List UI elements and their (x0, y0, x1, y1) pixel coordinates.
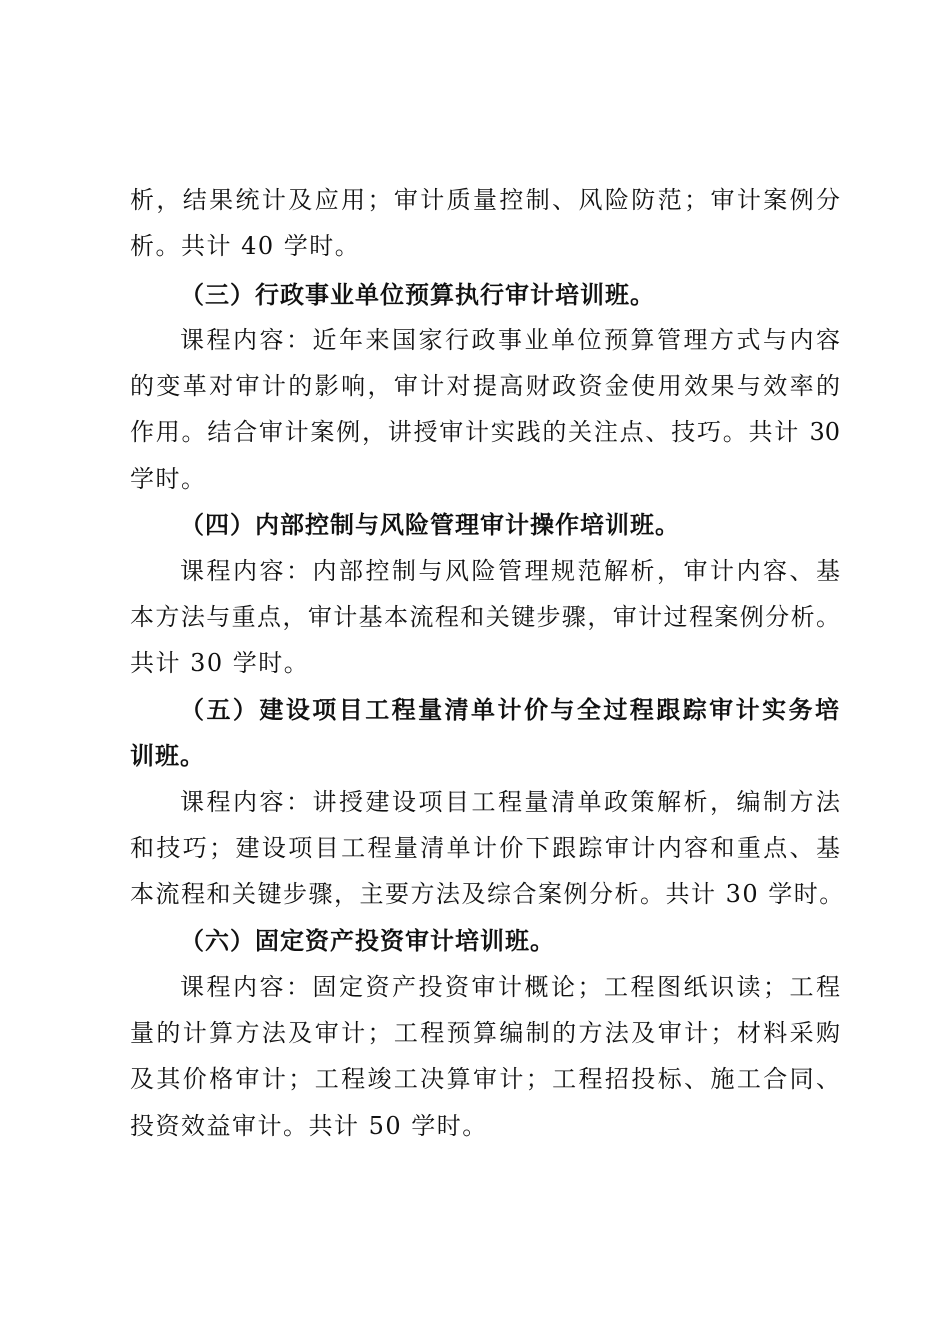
paragraph-line: 析。共计 40 学时。 (130, 232, 361, 260)
paragraph-line: 析，结果统计及应用；审计质量控制、风险防范；审计案例分 (130, 186, 840, 214)
section-heading-4: （四）内部控制与风险管理审计操作培训班。 (180, 511, 680, 539)
paragraph-line: 课程内容：固定资产投资审计概论；工程图纸识读；工程 (180, 973, 840, 1001)
paragraph-line: 共计 30 学时。 (130, 649, 310, 677)
paragraph-line: 课程内容：内部控制与风险管理规范解析，审计内容、基 (180, 557, 840, 585)
paragraph-line: 学时。 (130, 465, 207, 493)
paragraph-line: 和技巧；建设项目工程量清单计价下跟踪审计内容和重点、基 (130, 834, 840, 862)
paragraph-line: 本方法与重点，审计基本流程和关键步骤，审计过程案例分析。 (130, 603, 840, 631)
paragraph-line: 作用。结合审计案例，讲授审计实践的关注点、技巧。共计 30 (130, 418, 840, 446)
paragraph-line: 课程内容：讲授建设项目工程量清单政策解析，编制方法 (180, 788, 840, 816)
section-heading-3: （三）行政事业单位预算执行审计培训班。 (180, 281, 655, 309)
section-heading-5: （五）建设项目工程量清单计价与全过程跟踪审计实务培 (180, 696, 840, 724)
paragraph-line: 的变革对审计的影响，审计对提高财政资金使用效果与效率的 (130, 372, 840, 400)
paragraph-line: 本流程和关键步骤，主要方法及综合案例分析。共计 30 学时。 (130, 880, 845, 908)
section-heading-5-continued: 训班。 (130, 742, 205, 770)
paragraph-line: 课程内容：近年来国家行政事业单位预算管理方式与内容 (180, 326, 840, 354)
paragraph-line: 及其价格审计；工程竣工决算审计；工程招投标、施工合同、 (130, 1065, 840, 1093)
section-heading-6: （六）固定资产投资审计培训班。 (180, 927, 555, 955)
paragraph-line: 投资效益审计。共计 50 学时。 (130, 1112, 488, 1140)
paragraph-line: 量的计算方法及审计；工程预算编制的方法及审计；材料采购 (130, 1019, 840, 1047)
